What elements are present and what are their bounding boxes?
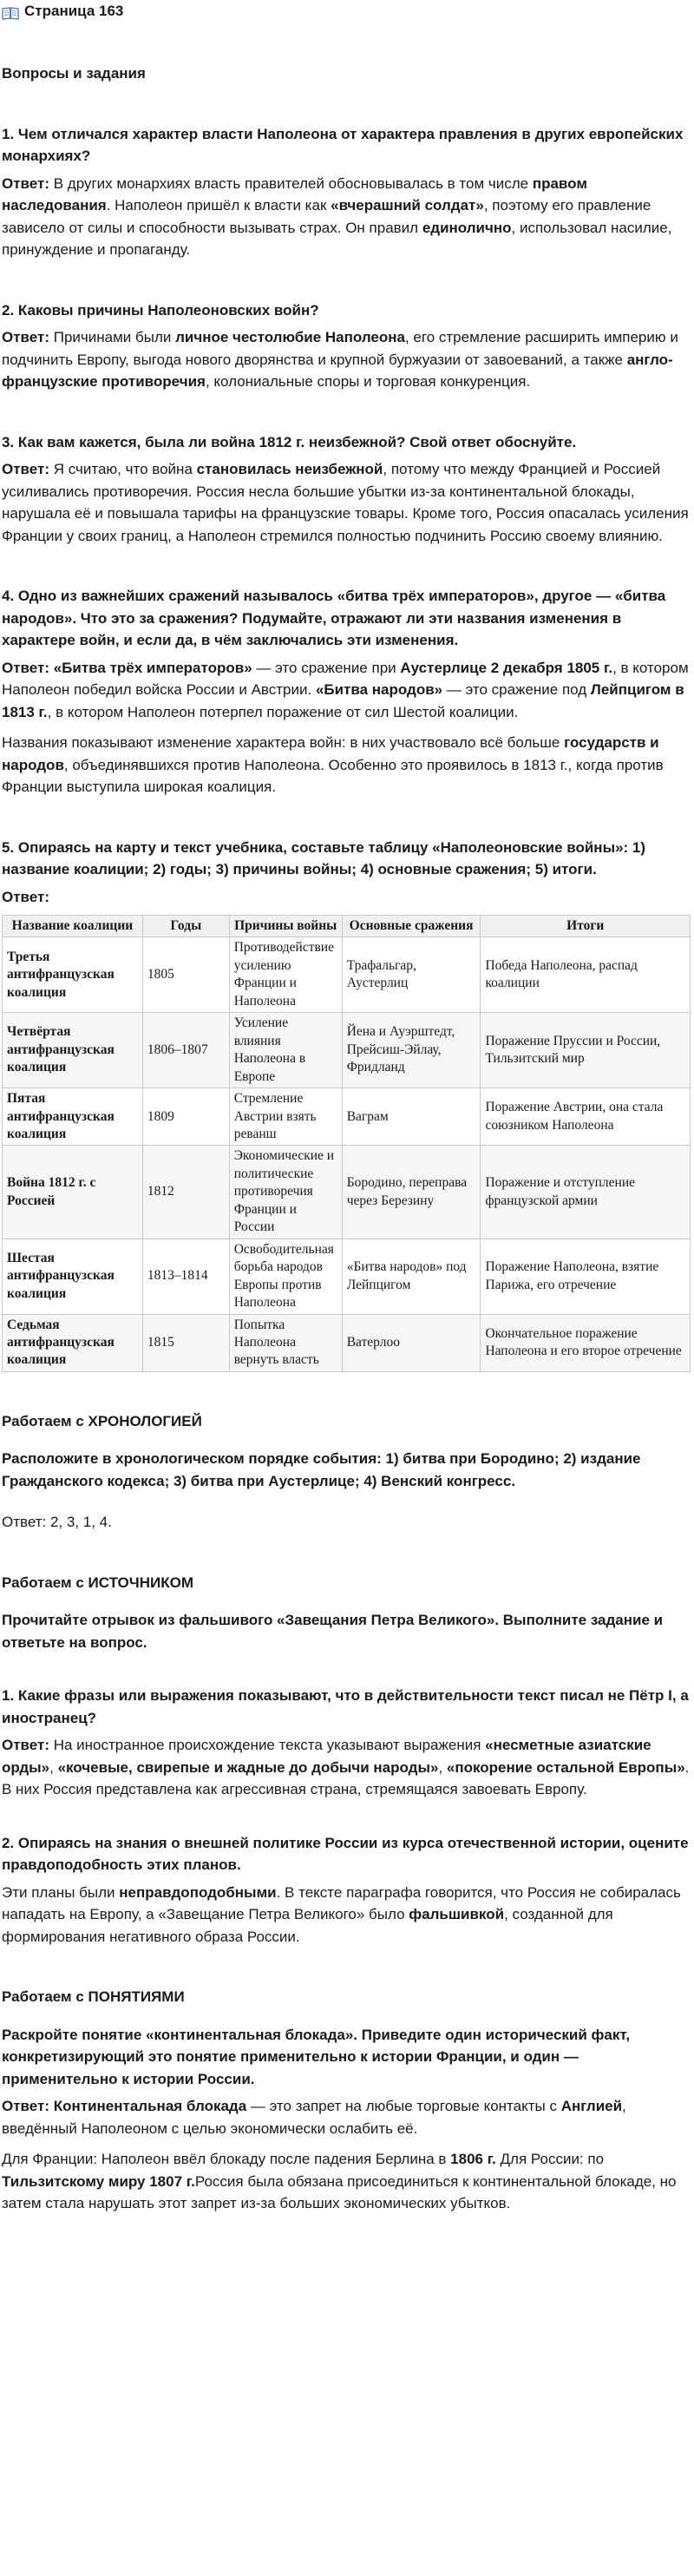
answer-emphasis: «вчерашний солдат»: [331, 197, 484, 214]
table-cell-coalition: Пятая антифранцузская коалиция: [3, 1088, 143, 1146]
chronology-answer: Ответ: 2, 3, 1, 4.: [2, 1514, 112, 1531]
answer-text: Причинами были: [49, 329, 176, 345]
table-cell-years: 1812: [142, 1146, 229, 1239]
table-row: [3, 1146, 691, 1239]
answer-text: Эти планы были: [2, 1883, 120, 1901]
chronology-section-title: Работаем с ХРОНОЛОГИЕЙ: [2, 1412, 202, 1429]
table-cell-results: Победа Наполеона, распад коалиции: [481, 937, 691, 1013]
answer-emphasis: «Битва народов»: [315, 681, 443, 698]
answer-emphasis: «несметные азиатские орды»: [2, 1737, 651, 1776]
table-cell-causes: Попытка Наполеона вернуть власть: [229, 1314, 342, 1371]
answer-text: , колониальные споры и торговая конкуренция.: [205, 373, 531, 390]
table-cell-results: Поражение и отступление французской армии: [481, 1146, 691, 1239]
answer-text: Россия была обязана присоединиться к континентальной блокаде, но затем стала нарушать этот запрет из-за больших экономических убытков.: [2, 2172, 677, 2212]
question-2: 2. Каковы причины Наполеоновских войн?: [2, 301, 319, 319]
answer-emphasis: англо-французские противоречия: [2, 351, 673, 390]
question-3: 3. Как вам кажется, была ли война 1812 г. неизбежной? Свой ответ обоснуйте.: [2, 433, 577, 450]
question-1: 1. Чем отличался характер власти Наполеона от характера правления в других европейских монархиях?: [2, 125, 684, 164]
answer-emphasis: «Битва трёх императоров»: [49, 659, 252, 676]
answer-text: , объединявшихся против Наполеона. Особенно это проявилось в 1813 г., когда против Франции выступила широкая коалиция.: [2, 756, 664, 795]
answer-emphasis: Тильзитскому миру 1807 г.: [2, 2172, 195, 2190]
answer-label: Ответ:: [2, 1737, 49, 1754]
table-cell-causes: Экономические и политические противоречия Франции и России: [229, 1146, 342, 1239]
column-header: Причины войны: [229, 916, 342, 937]
answer-text: — это сражение при: [252, 659, 401, 676]
table-cell-battles: Ваграм: [342, 1088, 481, 1146]
table-row: [3, 1088, 691, 1146]
answer-emphasis: неправдоподобными: [119, 1883, 277, 1901]
table-cell-results: Поражение Пруссии и России, Тильзитский мир: [481, 1013, 691, 1088]
answer-text: Для России: по: [495, 2151, 605, 2168]
table-cell-coalition: Война 1812 г. с Россией: [3, 1146, 143, 1239]
answer-4: [2, 657, 692, 724]
answer-emphasis: 1806 г.: [450, 2151, 496, 2168]
table-cell-coalition: Четвёртая антифранцузская коалиция: [3, 1013, 143, 1088]
answer-label: Ответ:: [2, 888, 49, 905]
answer-emphasis: становилась неизбежной: [196, 461, 383, 477]
table-cell-results: Окончательное поражение Наполеона и его второе отречение: [481, 1314, 691, 1371]
answer-4-paragraph-2: [2, 732, 692, 798]
answer-label: Ответ:: [2, 461, 49, 477]
answer-3: [2, 458, 692, 547]
table-cell-years: 1815: [142, 1314, 229, 1371]
answer-text: — это запрет на любые торговые контакты с: [246, 2098, 561, 2115]
table-row: [3, 1239, 691, 1314]
column-header: Основные сражения: [342, 916, 481, 937]
page-header: [0, 0, 694, 21]
answer-emphasis: государств и народов: [2, 734, 659, 773]
page-title: Страница 163: [24, 3, 124, 20]
answer-text: На иностранное происхождение текста указывают выражения: [49, 1737, 486, 1754]
answer-text: Для Франции: Наполеон ввёл блокаду после падения Берлина в: [2, 2151, 451, 2168]
answer-text: ,: [49, 1758, 58, 1776]
table-cell-coalition: Третья антифранцузская коалиция: [3, 937, 143, 1013]
answer-emphasis: Англией: [560, 2098, 623, 2115]
answer-text: , созданной для формирования негативного образа России.: [2, 1906, 613, 1945]
concepts-answer: [2, 2095, 692, 2139]
answer-emphasis: Лейпцигом в 1813 г.: [2, 681, 684, 720]
source-answer-1: [2, 1734, 692, 1801]
answer-emphasis: фальшивкой: [409, 1906, 505, 1923]
table-cell-battles: Бородино, переправа через Березину: [342, 1146, 481, 1239]
answer-label: Ответ:: [2, 659, 49, 676]
answer-2: [2, 326, 692, 393]
column-header: Итоги: [481, 916, 691, 937]
column-header: Название коалиции: [3, 916, 143, 937]
table-cell-battles: Трафальгар, Аустерлиц: [342, 937, 481, 1013]
table-cell-battles: Ватерлоо: [342, 1314, 481, 1371]
table-row: [3, 937, 691, 1013]
table-cell-years: 1813–1814: [142, 1239, 229, 1314]
table-row: [3, 1314, 691, 1371]
answer-text: . Наполеон пришёл к власти как: [106, 197, 331, 214]
answer-label: Ответ:: [2, 2098, 49, 2115]
table-cell-causes: Стремление Австрии взять реванш: [229, 1088, 342, 1146]
answer-text: Названия показывают изменение характера войн: в них участвовало всё больше: [2, 734, 565, 751]
section-title: Вопросы и задания: [2, 65, 146, 82]
answer-text: ,: [438, 1758, 447, 1776]
table-cell-years: 1806–1807: [142, 1013, 229, 1088]
concepts-answer-paragraph-2: [2, 2148, 692, 2215]
page-content: [0, 62, 694, 2215]
source-task: Прочитайте отрывок из фальшивого «Завещания Петра Великого». Выполните задание и ответьте на вопрос.: [2, 1612, 664, 1651]
table-cell-causes: Усиление влияния Наполеона в Европе: [229, 1013, 342, 1088]
answer-emphasis: Аустерлице 2 декабря 1805 г.: [400, 659, 613, 676]
answer-1: [2, 173, 692, 261]
answer-emphasis: единолично: [422, 219, 512, 236]
answer-emphasis: «кочевые, свирепые и жадные до добычи народы»: [57, 1758, 439, 1776]
question-5: 5. Опираясь на карту и текст учебника, составьте таблицу «Наполеоновские войны»: 1) название коалиции; 2) годы; 3) причины войны; 4) основные сражения; 5) итоги.: [2, 838, 646, 877]
answer-text: , поэтому его правление зависело от силы и способности вызывать страх. Он правил: [2, 197, 651, 236]
answer-text: . В тексте параграфа говорится, что Россия не собиралась нападать на Европу, а «Завещание Петра Великого» было: [2, 1883, 681, 1923]
answer-emphasis: правом наследования: [2, 174, 587, 214]
answer-emphasis: личное честолюбие Наполеона: [175, 329, 405, 345]
answer-text: , его стремление расширить империю и подчинить Европу, выгода нового дворянства и крупной буржуазии от завоеваний, а также: [2, 329, 678, 368]
answer-text: , потому что между Францией и Россией усиливались противоречия. Россия несла большие убытки из-за континентальной блокады, нарушала её и повышала тарифы на французские товары. Кроме того, Россия опасалась усиления Франции у своих границ, а Наполеон стремился полностью подчинить Россию своему влиянию.: [2, 461, 689, 544]
source-question-2: 2. Опираясь на знания о внешней политике России из курса отечественной истории, оцените правдоподобность этих планов.: [2, 1834, 689, 1874]
concepts-section-title: Работаем с ПОНЯТИЯМИ: [2, 1988, 185, 2006]
table-cell-coalition: Седьмая антифранцузская коалиция: [3, 1314, 143, 1371]
answer-text: . В них Россия представлена как агрессивная страна, стремящаяся завоевать Европу.: [2, 1758, 690, 1798]
answer-text: В других монархиях власть правителей обосновывалась в том числе: [49, 174, 533, 192]
answer-text: , в котором Наполеон потерпел поражение от сил Шестой коалиции.: [47, 703, 519, 720]
chronology-task: Расположите в хронологическом порядке события: 1) битва при Бородино; 2) издание Гражданского кодекса; 3) битва при Аустерлице; 4) Венский конгресс.: [2, 1450, 641, 1489]
table-cell-battles: Йена и Ауэрштедт, Прейсиш-Эйлау, Фридланд: [342, 1013, 481, 1088]
book-icon: [2, 4, 19, 18]
table-cell-coalition: Шестая антифранцузская коалиция: [3, 1239, 143, 1314]
table-cell-causes: Освободительная борьба народов Европы против Наполеона: [229, 1239, 342, 1314]
napoleonic-wars-table: [2, 915, 691, 1372]
answer-label: Ответ:: [2, 174, 49, 192]
answer-label: Ответ:: [2, 329, 49, 345]
table-header-row: [3, 916, 691, 937]
source-answer-2: [2, 1882, 692, 1948]
answer-emphasis: Континентальная блокада: [49, 2098, 247, 2115]
table-cell-years: 1805: [142, 937, 229, 1013]
column-header: Годы: [142, 916, 229, 937]
concepts-task: Раскройте понятие «континентальная блокада». Приведите один исторический факт, конкретизирующий это понятие применительно к истории Франции, и один — применительно к истории России.: [2, 2026, 631, 2087]
answer-text: — это сражение под: [442, 681, 591, 698]
answer-text: , введённый Наполеоном с целью экономически ослабить её.: [2, 2098, 626, 2137]
answer-text: , использовал насилие, принуждение и пропаганду.: [2, 219, 672, 258]
answer-emphasis: «покорение остальной Европы»: [446, 1758, 685, 1776]
table-cell-battles: «Битва народов» под Лейпцигом: [342, 1239, 481, 1314]
answer-text: , в котором Наполеон победил войска России и Австрии.: [2, 659, 689, 698]
answer-text: Я считаю, что война: [49, 461, 197, 477]
source-question-1: 1. Какие фразы или выражения показывают, что в действительности текст писал не Пётр I, а иностранец?: [2, 1687, 689, 1726]
table-cell-results: Поражение Наполеона, взятие Парижа, его отречение: [481, 1239, 691, 1314]
table-cell-results: Поражение Австрии, она стала союзником Наполеона: [481, 1088, 691, 1146]
question-4: 4. Одно из важнейших сражений называлось «битва трёх императоров», другое — «битва народов». Что это за сражения? Подумайте, отражают ли эти названия изменения в характере войн, и если да, в чём заключались эти изменения.: [2, 588, 666, 648]
table-cell-years: 1809: [142, 1088, 229, 1146]
source-section-title: Работаем с ИСТОЧНИКОМ: [2, 1574, 193, 1591]
table-cell-causes: Противодействие усилению Франции и Наполеона: [229, 937, 342, 1013]
table-row: [3, 1013, 691, 1088]
